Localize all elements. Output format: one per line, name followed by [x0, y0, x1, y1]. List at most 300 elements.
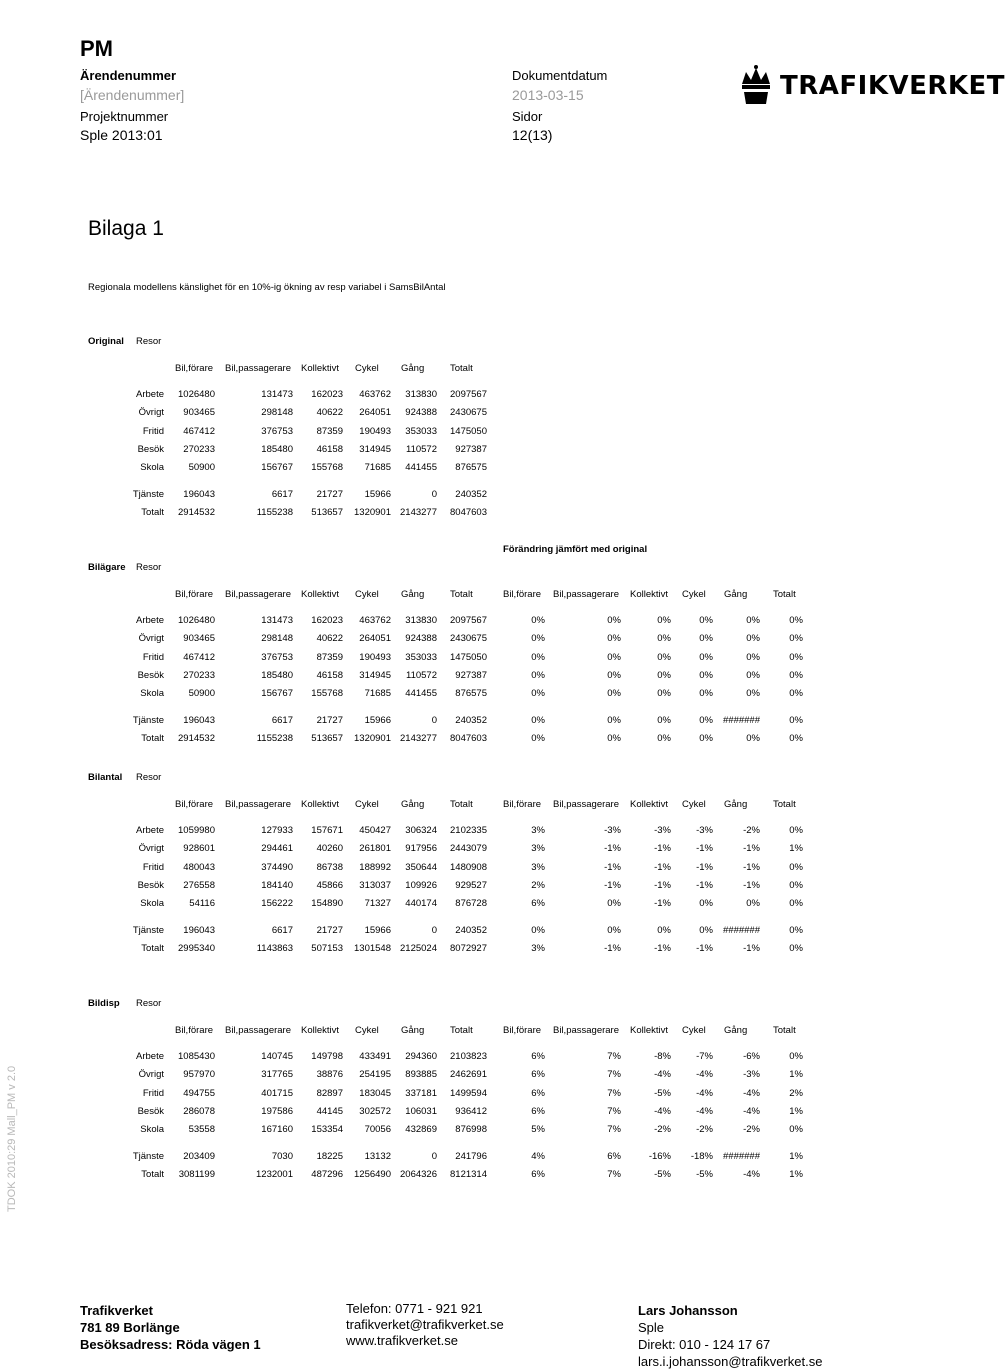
- row-label: Arbete: [136, 1051, 164, 1062]
- column-header: Gång: [401, 1025, 425, 1036]
- projektnummer-value: Sple 2013:01: [80, 127, 163, 143]
- change-cell: 6%: [531, 1088, 545, 1099]
- table-cell: 441455: [405, 462, 437, 473]
- row-label: Övrigt: [138, 633, 164, 644]
- change-cell: 6%: [531, 898, 545, 909]
- row-label: Fritid: [142, 426, 164, 437]
- change-cell: 0%: [746, 615, 760, 626]
- table-cell: 153354: [311, 1124, 343, 1135]
- row-label: Tjänste: [132, 715, 164, 726]
- table-cell: 1499594: [450, 1088, 487, 1099]
- table-cell: 15966: [364, 715, 391, 726]
- table-cell: 1475050: [450, 652, 487, 663]
- table-cell: 50900: [188, 462, 215, 473]
- table-cell: 196043: [183, 489, 215, 500]
- table-cell: 184140: [261, 880, 293, 891]
- table-cell: 185480: [261, 670, 293, 681]
- change-cell: -5%: [654, 1169, 671, 1180]
- change-cell: 0%: [531, 652, 545, 663]
- change-cell: 1%: [789, 843, 803, 854]
- change-cell: 0%: [657, 652, 671, 663]
- column-header: Bil,passagerare: [225, 799, 292, 810]
- footer-email: trafikverket@trafikverket.se: [346, 1317, 504, 1332]
- table-cell: 8121314: [450, 1169, 487, 1180]
- change-cell: 0%: [657, 670, 671, 681]
- change-column-header: Bil,passagerare: [553, 799, 620, 810]
- table-cell: 1155238: [256, 507, 293, 518]
- change-cell: -1%: [696, 880, 713, 891]
- change-cell: 0%: [789, 925, 803, 936]
- table-cell: 313830: [405, 389, 437, 400]
- change-cell: 7%: [607, 1124, 621, 1135]
- column-header: Bil,förare: [175, 589, 214, 600]
- change-cell: 7%: [607, 1106, 621, 1117]
- table-cell: 2064326: [400, 1169, 437, 1180]
- change-column-header: Bil,förare: [503, 589, 542, 600]
- change-cell: -4%: [696, 1088, 713, 1099]
- table-cell: 353033: [405, 426, 437, 437]
- change-cell: 0%: [699, 688, 713, 699]
- column-header: Kollektivt: [301, 589, 340, 600]
- table-cell: 50900: [188, 688, 215, 699]
- table-cell: 44145: [316, 1106, 343, 1117]
- change-cell: 0%: [789, 880, 803, 891]
- table-cell: 2102335: [450, 825, 487, 836]
- table-cell: 87359: [316, 652, 343, 663]
- table-cell: 313830: [405, 615, 437, 626]
- table-cell: 353033: [405, 652, 437, 663]
- column-header: Bil,passagerare: [225, 363, 292, 374]
- row-label: Övrigt: [138, 407, 164, 418]
- change-cell: 0%: [789, 862, 803, 873]
- change-cell: 0%: [531, 670, 545, 681]
- change-cell: 0%: [657, 615, 671, 626]
- table-cell: 21727: [316, 925, 343, 936]
- change-cell: 0%: [607, 925, 621, 936]
- table-cell: 876575: [455, 688, 487, 699]
- table-cell: 131473: [261, 615, 293, 626]
- table-cell: 2914532: [178, 507, 215, 518]
- change-cell: 0%: [657, 688, 671, 699]
- column-header: Cykel: [355, 363, 379, 374]
- table-cell: 154890: [311, 898, 343, 909]
- column-header: Kollektivt: [301, 1025, 340, 1036]
- table-cell: 463762: [359, 389, 391, 400]
- table-cell: 928601: [183, 843, 215, 854]
- column-header: Gång: [401, 799, 425, 810]
- change-cell: 0%: [746, 652, 760, 663]
- change-cell: 0%: [746, 733, 760, 744]
- table-cell: 957970: [183, 1069, 215, 1080]
- column-header: Gång: [401, 589, 425, 600]
- table-cell: 110572: [406, 444, 437, 455]
- change-cell: 6%: [531, 1069, 545, 1080]
- column-header: Bil,förare: [175, 363, 214, 374]
- footer-org: Trafikverket: [80, 1303, 153, 1318]
- table-cell: 513657: [311, 507, 343, 518]
- change-cell: -1%: [604, 880, 621, 891]
- change-cell: 0%: [531, 633, 545, 644]
- table-cell: 156222: [261, 898, 293, 909]
- table-cell: 0: [431, 489, 437, 500]
- table-cell: 131473: [261, 389, 293, 400]
- table-cell: 2143277: [400, 733, 437, 744]
- column-header: Bil,förare: [175, 1025, 214, 1036]
- change-cell: 0%: [746, 633, 760, 644]
- change-cell: 3%: [531, 843, 545, 854]
- table-cell: 286078: [183, 1106, 215, 1117]
- table-cell: 82897: [316, 1088, 343, 1099]
- change-cell: -1%: [654, 898, 671, 909]
- row-label: Besök: [137, 670, 164, 681]
- change-cell: 6%: [607, 1151, 621, 1162]
- column-header: Bil,passagerare: [225, 1025, 292, 1036]
- table-cell: 2143277: [400, 507, 437, 518]
- table-cell: 876575: [455, 462, 487, 473]
- table-cell: 0: [431, 1151, 437, 1162]
- table-cell: 450427: [359, 825, 391, 836]
- table-cell: 432869: [405, 1124, 437, 1135]
- change-cell: -18%: [690, 1151, 713, 1162]
- change-cell: 0%: [699, 715, 713, 726]
- change-cell: 2%: [531, 880, 545, 891]
- row-label: Skola: [140, 688, 164, 699]
- table-cell: 2443079: [450, 843, 487, 854]
- dokumentdatum-label: Dokumentdatum: [512, 68, 608, 83]
- projektnummer-label: Projektnummer: [80, 109, 169, 124]
- dokumentdatum-value: 2013-03-15: [512, 87, 584, 103]
- footer-postal: 781 89 Borlänge: [80, 1320, 180, 1335]
- change-cell: 6%: [531, 1051, 545, 1062]
- table-cell: 513657: [311, 733, 343, 744]
- table-cell: 376753: [261, 426, 293, 437]
- resor-label: Resor: [136, 772, 162, 783]
- table-cell: 494755: [183, 1088, 215, 1099]
- row-label: Tjänste: [132, 1151, 164, 1162]
- change-column-header: Totalt: [773, 589, 796, 600]
- table-cell: 298148: [261, 633, 293, 644]
- row-label: Skola: [140, 1124, 164, 1135]
- change-cell: 0%: [531, 688, 545, 699]
- change-column-header: Gång: [724, 1025, 748, 1036]
- table-cell: 2103823: [450, 1051, 487, 1062]
- row-label: Tjänste: [132, 489, 164, 500]
- row-label: Arbete: [136, 615, 164, 626]
- change-cell: #######: [723, 715, 760, 726]
- footer-visit: Besöksadress: Röda vägen 1: [80, 1337, 261, 1352]
- change-cell: 0%: [657, 733, 671, 744]
- change-cell: 0%: [746, 670, 760, 681]
- change-cell: 0%: [607, 715, 621, 726]
- table-cell: 270233: [183, 670, 215, 681]
- table-cell: 8047603: [450, 507, 487, 518]
- change-cell: 0%: [789, 633, 803, 644]
- table-cell: 2995340: [178, 943, 215, 954]
- table-cell: 15966: [364, 489, 391, 500]
- row-label: Fritid: [142, 652, 164, 663]
- change-cell: 0%: [789, 670, 803, 681]
- table-cell: 127933: [261, 825, 293, 836]
- change-cell: 1%: [789, 1106, 803, 1117]
- table-cell: 927387: [455, 444, 487, 455]
- table-cell: 1026480: [178, 389, 215, 400]
- table-cell: 337181: [405, 1088, 437, 1099]
- change-cell: -1%: [696, 943, 713, 954]
- footer-person: Lars Johansson: [638, 1303, 738, 1318]
- row-label: Tjänste: [132, 925, 164, 936]
- row-label: Besök: [137, 1106, 164, 1117]
- table-cell: 924388: [405, 633, 437, 644]
- row-label: Skola: [140, 898, 164, 909]
- row-label: Totalt: [141, 1169, 164, 1180]
- change-cell: 3%: [531, 825, 545, 836]
- change-cell: -5%: [654, 1088, 671, 1099]
- change-cell: 0%: [699, 733, 713, 744]
- table-cell: 155768: [311, 462, 343, 473]
- table-cell: 188992: [359, 862, 391, 873]
- table-cell: 38876: [316, 1069, 343, 1080]
- table-cell: 40622: [316, 633, 343, 644]
- change-cell: 1%: [789, 1169, 803, 1180]
- table-cell: 0: [431, 925, 437, 936]
- change-cell: -1%: [743, 862, 760, 873]
- table-cell: 54116: [189, 898, 215, 909]
- table-cell: 2462691: [450, 1069, 487, 1080]
- change-cell: 1%: [789, 1069, 803, 1080]
- table-cell: 276558: [183, 880, 215, 891]
- row-label: Arbete: [136, 389, 164, 400]
- table-cell: 71685: [364, 462, 391, 473]
- column-header: Totalt: [450, 1025, 473, 1036]
- table-cell: 106031: [405, 1106, 437, 1117]
- table-cell: 376753: [261, 652, 293, 663]
- change-cell: 0%: [607, 633, 621, 644]
- table-cell: 183045: [359, 1088, 391, 1099]
- footer-person-email: lars.i.johansson@trafikverket.se: [638, 1354, 823, 1369]
- table-cell: 197586: [261, 1106, 293, 1117]
- table-cell: 155768: [311, 688, 343, 699]
- table-cell: 507153: [311, 943, 343, 954]
- table-cell: 350644: [405, 862, 437, 873]
- table-cell: 185480: [261, 444, 293, 455]
- table-cell: 240352: [455, 925, 487, 936]
- page-heading: Bilaga 1: [88, 217, 164, 240]
- column-header: Bil,passagerare: [225, 589, 292, 600]
- column-header: Gång: [401, 363, 425, 374]
- change-cell: -4%: [743, 1106, 760, 1117]
- change-cell: 0%: [699, 925, 713, 936]
- change-cell: -6%: [743, 1051, 760, 1062]
- change-cell: 6%: [531, 1106, 545, 1117]
- footer-direct: Direkt: 010 - 124 17 67: [638, 1337, 771, 1352]
- change-cell: 0%: [607, 733, 621, 744]
- change-cell: -1%: [743, 843, 760, 854]
- table-cell: 203409: [183, 1151, 215, 1162]
- change-cell: 0%: [657, 715, 671, 726]
- resor-label: Resor: [136, 998, 162, 1009]
- table-cell: 924388: [405, 407, 437, 418]
- change-cell: -16%: [648, 1151, 671, 1162]
- column-header: Totalt: [450, 589, 473, 600]
- table-cell: 1320901: [354, 733, 391, 744]
- document-type: PM: [80, 36, 113, 61]
- change-cell: -1%: [743, 943, 760, 954]
- table-cell: 480043: [183, 862, 215, 873]
- table-cell: 463762: [359, 615, 391, 626]
- table-cell: 1320901: [354, 507, 391, 518]
- table-cell: 87359: [316, 426, 343, 437]
- row-label: Fritid: [142, 862, 164, 873]
- table-cell: 314945: [359, 670, 391, 681]
- table-cell: 196043: [183, 715, 215, 726]
- table-cell: 7030: [271, 1151, 293, 1162]
- row-label: Skola: [140, 462, 164, 473]
- table-cell: 3081199: [178, 1169, 215, 1180]
- change-cell: 0%: [789, 1051, 803, 1062]
- table-cell: 109926: [405, 880, 437, 891]
- table-cell: 8047603: [450, 733, 487, 744]
- change-cell: 0%: [789, 733, 803, 744]
- table-cell: 440174: [405, 898, 437, 909]
- column-header: Kollektivt: [301, 799, 340, 810]
- change-cell: 0%: [657, 925, 671, 936]
- table-cell: 487296: [311, 1169, 343, 1180]
- row-label: Besök: [137, 444, 164, 455]
- table-cell: 2097567: [450, 615, 487, 626]
- change-cell: 0%: [531, 715, 545, 726]
- table-cell: 190493: [359, 652, 391, 663]
- change-cell: -3%: [604, 825, 621, 836]
- row-label: Fritid: [142, 1088, 164, 1099]
- table-cell: 903465: [183, 633, 215, 644]
- subtitle: Regionala modellens känslighet för en 10%-ig ökning av resp variabel i SamsBilAntal: [88, 282, 446, 293]
- table-cell: 302572: [359, 1106, 391, 1117]
- table-cell: 40260: [316, 843, 343, 854]
- change-cell: -8%: [654, 1051, 671, 1062]
- change-cell: 4%: [531, 1151, 545, 1162]
- table-cell: 53558: [188, 1124, 215, 1135]
- change-heading: Förändring jämfört med original: [503, 544, 648, 555]
- change-cell: -1%: [654, 843, 671, 854]
- table-cell: 264051: [359, 633, 391, 644]
- row-label: Totalt: [141, 733, 164, 744]
- column-header: Bil,förare: [175, 799, 214, 810]
- table-cell: 2097567: [450, 389, 487, 400]
- change-cell: 2%: [789, 1088, 803, 1099]
- table-cell: 162023: [311, 389, 343, 400]
- table-cell: 149798: [311, 1051, 343, 1062]
- change-column-header: Bil,passagerare: [553, 589, 620, 600]
- change-column-header: Cykel: [682, 589, 706, 600]
- table-cell: 433491: [359, 1051, 391, 1062]
- change-cell: 0%: [746, 898, 760, 909]
- change-column-header: Bil,förare: [503, 1025, 542, 1036]
- change-cell: 0%: [531, 925, 545, 936]
- change-cell: 0%: [789, 1124, 803, 1135]
- table-cell: 1026480: [178, 615, 215, 626]
- change-cell: 0%: [607, 670, 621, 681]
- sidor-value: 12(13): [512, 127, 553, 143]
- change-column-header: Kollektivt: [630, 589, 669, 600]
- change-cell: 0%: [789, 898, 803, 909]
- change-cell: 0%: [699, 615, 713, 626]
- change-cell: 0%: [789, 825, 803, 836]
- table-cell: 6617: [271, 715, 293, 726]
- table-cell: 40622: [316, 407, 343, 418]
- table-cell: 45866: [316, 880, 343, 891]
- table-cell: 156767: [261, 462, 293, 473]
- table-cell: 240352: [455, 715, 487, 726]
- arendenummer-label: Ärendenummer: [80, 68, 177, 83]
- section-name: Bilägare: [88, 562, 126, 573]
- table-cell: 893885: [405, 1069, 437, 1080]
- table-cell: 6617: [271, 489, 293, 500]
- section-name: Original: [88, 336, 124, 347]
- table-cell: 314945: [359, 444, 391, 455]
- change-cell: 6%: [531, 1169, 545, 1180]
- change-cell: 7%: [607, 1169, 621, 1180]
- table-cell: 0: [431, 715, 437, 726]
- table-cell: 927387: [455, 670, 487, 681]
- table-cell: 110572: [406, 670, 437, 681]
- arendenummer-value: [Ärendenummer]: [80, 87, 185, 103]
- table-cell: 1256490: [354, 1169, 391, 1180]
- change-cell: -2%: [743, 825, 760, 836]
- change-cell: -4%: [743, 1088, 760, 1099]
- change-cell: -3%: [696, 825, 713, 836]
- table-cell: 294461: [261, 843, 293, 854]
- change-column-header: Totalt: [773, 799, 796, 810]
- table-cell: 46158: [316, 670, 343, 681]
- change-cell: 3%: [531, 943, 545, 954]
- table-cell: 70056: [364, 1124, 391, 1135]
- logo-text: TRAFIKVERKET: [780, 71, 1005, 101]
- change-cell: 0%: [607, 688, 621, 699]
- table-cell: 6617: [271, 925, 293, 936]
- table-cell: 157671: [311, 825, 343, 836]
- column-header: Cykel: [355, 799, 379, 810]
- change-column-header: Totalt: [773, 1025, 796, 1036]
- change-cell: 0%: [789, 688, 803, 699]
- change-cell: -1%: [604, 862, 621, 873]
- change-cell: 5%: [531, 1124, 545, 1135]
- table-cell: 317765: [261, 1069, 293, 1080]
- change-cell: -4%: [654, 1069, 671, 1080]
- table-cell: 254195: [359, 1069, 391, 1080]
- table-cell: 1480908: [450, 862, 487, 873]
- resor-label: Resor: [136, 562, 162, 573]
- change-cell: 7%: [607, 1088, 621, 1099]
- table-cell: 156767: [261, 688, 293, 699]
- table-cell: 467412: [183, 652, 215, 663]
- change-cell: 0%: [789, 715, 803, 726]
- change-column-header: Kollektivt: [630, 799, 669, 810]
- change-cell: -2%: [696, 1124, 713, 1135]
- change-column-header: Cykel: [682, 799, 706, 810]
- row-label: Totalt: [141, 943, 164, 954]
- table-cell: 270233: [183, 444, 215, 455]
- change-cell: 1%: [789, 1151, 803, 1162]
- change-column-header: Bil,förare: [503, 799, 542, 810]
- column-header: Cykel: [355, 589, 379, 600]
- trafikverket-logo: [738, 64, 1005, 108]
- table-cell: 21727: [316, 715, 343, 726]
- change-cell: #######: [723, 925, 760, 936]
- change-cell: 0%: [789, 652, 803, 663]
- table-cell: 467412: [183, 426, 215, 437]
- change-cell: 0%: [699, 633, 713, 644]
- footer-phone: Telefon: 0771 - 921 921: [346, 1301, 483, 1316]
